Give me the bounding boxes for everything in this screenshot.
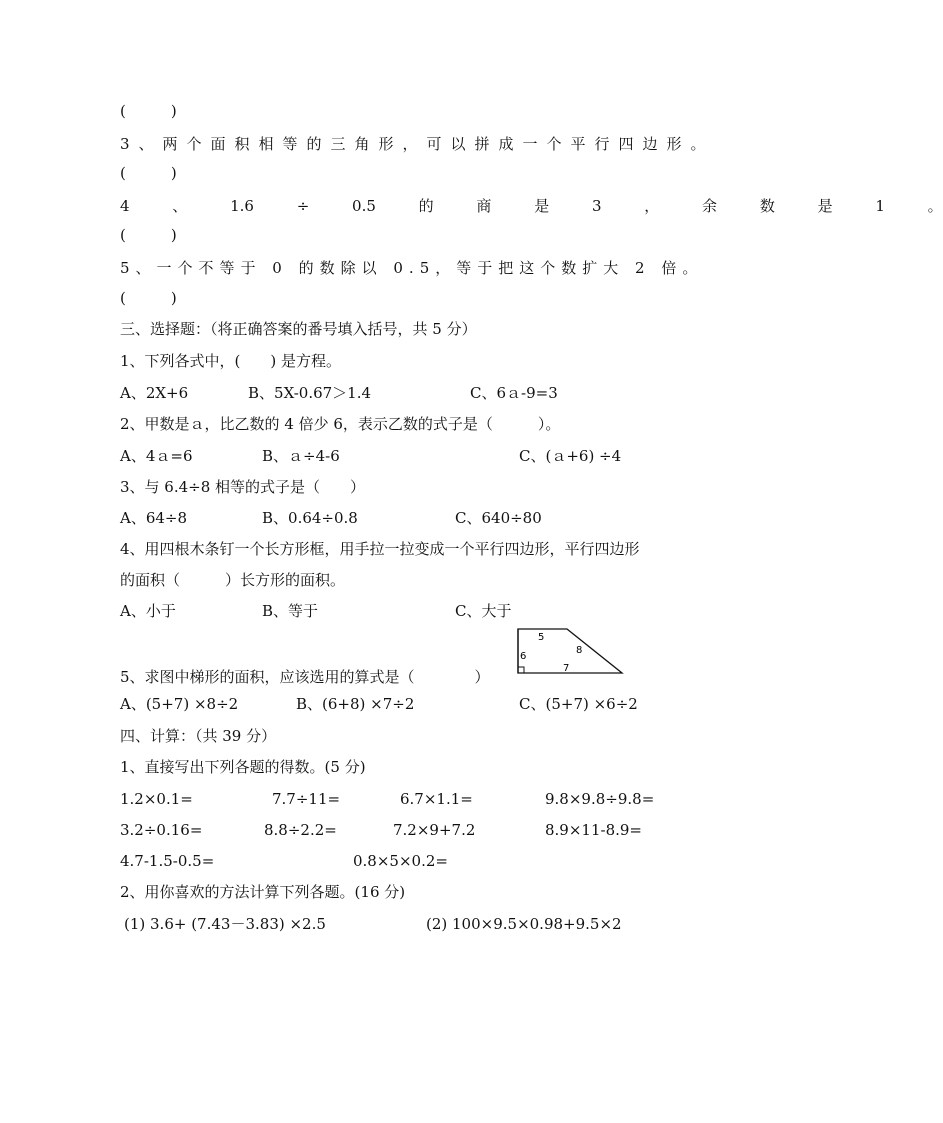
true-false-item-4: 4 、 1.6 ÷ 0.5 的 商 是 3 ， 余 数 是 1 。 <box>120 197 943 215</box>
answer-paren-5: ( ) <box>120 289 177 307</box>
oral-r1-c1: 1.2×0.1= <box>120 790 193 808</box>
choice-question-1: 1、下列各式中，( ) 是方程。 <box>120 352 342 370</box>
calc-item-1: (1) 3.6+ (7.43－3.83) ×2.5 <box>124 915 326 933</box>
q4-option-a: A、小于 <box>120 602 176 620</box>
section-4-title: 四、计算：（共 39 分） <box>120 727 277 745</box>
choice-question-5: 5、求图中梯形的面积，应该选用的算式是（ ） <box>120 668 490 686</box>
label-height: 6 <box>520 651 527 662</box>
calc-item-2: (2) 100×9.5×0.98+9.5×2 <box>426 915 622 933</box>
choice-question-3: 3、与 6.4÷8 相等的式子是（ ） <box>120 478 366 496</box>
choice-question-2: 2、甲数是ａ，比乙数的 4 倍少 6，表示乙数的式子是（ ）。 <box>120 415 561 433</box>
calc-question-2: 2、用你喜欢的方法计算下列各题。(16 分) <box>120 883 406 901</box>
q1-option-c: C、6ａ-9=3 <box>470 384 558 402</box>
oral-r2-c3: 7.2×9+7.2 <box>393 821 476 839</box>
section-3-title: 三、选择题：（将正确答案的番号填入括号，共 5 分） <box>120 320 477 338</box>
calc-question-1: 1、直接写出下列各题的得数。(5 分) <box>120 758 366 776</box>
answer-paren-1: ( ) <box>120 102 177 120</box>
q2-option-b: B、ａ÷4-6 <box>262 447 340 465</box>
q3-option-a: A、64÷8 <box>120 509 188 527</box>
right-angle-mark <box>518 667 524 673</box>
oral-r2-c2: 8.8÷2.2= <box>264 821 337 839</box>
choice-question-4-line-1: 4、用四根木条钉一个长方形框，用手拉一拉变成一个平行四边形，平行四边形 <box>120 540 640 558</box>
oral-r3-c1: 4.7-1.5-0.5= <box>120 852 215 870</box>
answer-paren-3: ( ) <box>120 164 177 182</box>
q1-option-b: B、5X-0.67＞1.4 <box>248 384 372 402</box>
trapezoid-figure <box>515 626 627 678</box>
q5-option-b: B、(6+8) ×7÷2 <box>296 695 415 713</box>
oral-r1-c2: 7.7÷11= <box>272 790 341 808</box>
q4-option-b: B、等于 <box>262 602 319 620</box>
q1-option-a: A、2X+6 <box>120 384 189 402</box>
oral-r1-c4: 9.8×9.8÷9.8= <box>545 790 655 808</box>
q3-option-c: C、640÷80 <box>455 509 542 527</box>
label-slant: 8 <box>576 645 583 656</box>
oral-r1-c3: 6.7×1.1= <box>400 790 473 808</box>
trapezoid-outline <box>518 629 622 673</box>
q3-option-b: B、0.64÷0.8 <box>262 509 358 527</box>
q2-option-c: C、(ａ+6) ÷4 <box>519 447 622 465</box>
q5-option-c: C、(5+7) ×6÷2 <box>519 695 638 713</box>
oral-r2-c1: 3.2÷0.16= <box>120 821 203 839</box>
q5-option-a: A、(5+7) ×8÷2 <box>120 695 239 713</box>
oral-r3-c2: 0.8×5×0.2= <box>353 852 448 870</box>
label-bottom: 7 <box>563 663 570 674</box>
oral-r2-c4: 8.9×11-8.9= <box>545 821 643 839</box>
answer-paren-4: ( ) <box>120 226 177 244</box>
true-false-item-3: 3、两个面积相等的三角形，可以拼成一个平行四边形。 <box>120 135 715 153</box>
q2-option-a: A、4ａ=6 <box>120 447 193 465</box>
q4-option-c: C、大于 <box>455 602 512 620</box>
choice-question-4-line-2: 的面积（ ）长方形的面积。 <box>120 571 346 589</box>
true-false-item-5: 5、一个不等于 0 的数除以 0.5，等于把这个数扩大 2 倍。 <box>120 259 704 277</box>
label-top: 5 <box>538 632 545 643</box>
